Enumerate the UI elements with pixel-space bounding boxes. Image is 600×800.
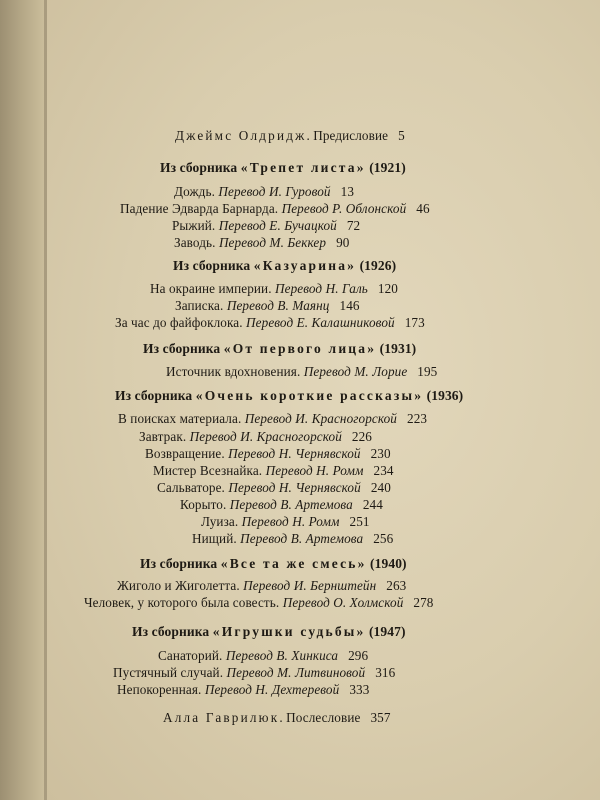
toc-entry — [150, 281, 398, 297]
toc-entry — [113, 665, 395, 681]
entry-title: За час до файфоклока. — [115, 315, 243, 330]
entry-title: Мистер Всезнайка. — [153, 463, 263, 478]
section-prefix: Из сборника — [173, 258, 254, 273]
section-year: (1947) — [368, 624, 406, 639]
entry-page: 146 — [339, 298, 360, 313]
section-year: (1926) — [359, 258, 397, 273]
section-prefix: Из сборника — [143, 341, 224, 356]
section-prefix: Из сборника — [132, 624, 213, 639]
entry-title: В поисках материала. — [118, 411, 242, 426]
section-prefix: Из сборника — [140, 556, 221, 571]
toc-entry — [153, 463, 394, 479]
toc-entry — [84, 595, 434, 611]
entry-title: Дождь. — [174, 184, 215, 199]
entry-translator: Перевод О. Холмской — [282, 595, 404, 610]
entry-page: 240 — [370, 480, 391, 495]
entry-title: Нищий. — [192, 531, 237, 546]
entry-title: Заводь. — [174, 235, 216, 250]
entry-translator: Перевод М. Литвиновой — [226, 665, 366, 680]
toc-entry — [120, 201, 430, 217]
toc-entry — [145, 446, 391, 462]
toc-entry — [157, 480, 391, 496]
entry-title: Возвращение. — [145, 446, 225, 461]
toc-entry — [158, 648, 368, 664]
section-collection-title: «От первого лица» — [223, 341, 377, 356]
entry-title: Источник вдохновения. — [166, 364, 301, 379]
entry-translator: Перевод Н. Галь — [275, 281, 368, 296]
entry-title: Человек, у которого была совесть. — [84, 595, 280, 610]
section-year: (1936) — [426, 388, 464, 403]
entry-translator: Перевод М. Беккер — [218, 235, 327, 250]
intro-title: Предисловие — [313, 128, 389, 143]
entry-page: 46 — [416, 201, 430, 216]
section-collection-title: «Казуарина» — [253, 258, 357, 273]
afterword-page: 357 — [370, 710, 391, 725]
entry-translator: Перевод М. Лорие — [303, 364, 408, 379]
entry-translator: Перевод Р. Облонской — [281, 201, 407, 216]
entry-title: Падение Эдварда Барнарда. — [120, 201, 279, 216]
toc-entry — [174, 235, 349, 251]
toc-entry — [166, 364, 437, 380]
entry-page: 120 — [377, 281, 399, 296]
section-heading — [160, 160, 406, 176]
entry-title: Санаторий. — [158, 648, 223, 663]
entry-translator: Перевод Н. Чернявской — [228, 446, 361, 461]
entry-page: 251 — [349, 514, 370, 529]
entry-translator: Перевод И. Красногорской — [189, 429, 342, 444]
entry-page: 256 — [373, 531, 394, 546]
entry-translator: Перевод И. Гуровой — [218, 184, 331, 199]
toc-entry — [172, 218, 360, 234]
section-heading — [140, 556, 407, 572]
entry-translator: Перевод В. Хинкиса — [225, 648, 339, 663]
toc-entry — [175, 298, 360, 314]
section-collection-title: «Все та же смесь» — [220, 556, 367, 571]
entry-title: Пустячный случай. — [113, 665, 224, 680]
entry-page: 244 — [362, 497, 383, 512]
entry-title: Жиголо и Жиголетта. — [117, 578, 240, 593]
entry-page: 72 — [346, 218, 361, 233]
section-year: (1931) — [379, 341, 417, 356]
entry-page: 316 — [375, 665, 396, 680]
toc-entry — [115, 315, 425, 331]
entry-translator: Перевод Н. Чернявской — [228, 480, 361, 495]
entry-page: 13 — [340, 184, 355, 199]
entry-translator: Перевод Е. Бучацкой — [218, 218, 337, 233]
section-heading — [143, 341, 416, 357]
entry-page: 195 — [417, 364, 438, 379]
entry-translator: Перевод Е. Калашниковой — [246, 315, 395, 330]
entry-translator: Перевод В. Маянц — [226, 298, 330, 313]
afterword-author: Алла Гаврилюк — [163, 710, 280, 725]
entry-title: Записка. — [175, 298, 224, 313]
entry-title: Непокоренная. — [117, 682, 202, 697]
entry-title: Сальваторе. — [157, 480, 225, 495]
entry-title: На окраине империи. — [150, 281, 272, 296]
entry-page: 263 — [386, 578, 407, 593]
toc-entry — [117, 682, 369, 698]
entry-page: 226 — [351, 429, 372, 444]
entry-title: Луиза. — [201, 514, 239, 529]
entry-translator: Перевод И. Бернштейн — [243, 578, 377, 593]
section-prefix: Из сборника — [160, 160, 241, 175]
entry-translator: Перевод В. Артемова — [229, 497, 353, 512]
section-heading — [115, 388, 463, 404]
section-collection-title: «Игрушки судьбы» — [212, 624, 366, 639]
entry-title: Завтрак. — [139, 429, 187, 444]
toc-entry — [139, 429, 372, 445]
entry-title: Рыжий. — [172, 218, 216, 233]
section-prefix: Из сборника — [115, 388, 196, 403]
entry-page: 173 — [404, 315, 425, 330]
intro-page: 5 — [398, 128, 405, 143]
section-collection-title: «Трепет листа» — [240, 160, 366, 175]
toc-entry — [201, 514, 370, 530]
entry-title: Корыто. — [180, 497, 227, 512]
intro-line: Джеймс Олдридж. Предисловие 5 — [175, 128, 405, 143]
entry-page: 296 — [348, 648, 369, 663]
section-year: (1921) — [369, 160, 406, 175]
intro-author: Джеймс Олдридж — [175, 128, 307, 143]
entry-page: 223 — [407, 411, 428, 426]
afterword-title: Послесловие — [286, 710, 361, 725]
entry-translator: Перевод В. Артемова — [240, 531, 364, 546]
entry-page: 333 — [349, 682, 370, 697]
entry-translator: Перевод Н. Ромм — [241, 514, 340, 529]
entry-translator: Перевод И. Красногорской — [244, 411, 398, 426]
section-heading — [173, 258, 396, 274]
section-heading — [132, 624, 406, 640]
toc-entry — [192, 531, 393, 547]
entry-page: 234 — [373, 463, 394, 478]
entry-page: 230 — [370, 446, 391, 461]
afterword-line: Алла Гаврилюк. Послесловие 357 — [163, 710, 391, 725]
toc-entry — [174, 184, 354, 200]
entry-translator: Перевод Н. Дехтеревой — [204, 682, 340, 697]
toc-entry — [118, 411, 427, 427]
section-year: (1940) — [370, 556, 407, 571]
entry-page: 90 — [336, 235, 350, 250]
entry-page: 278 — [413, 595, 434, 610]
toc-entry — [117, 578, 406, 594]
toc-entry — [180, 497, 383, 513]
section-collection-title: «Очень короткие рассказы» — [195, 388, 424, 403]
entry-translator: Перевод Н. Ромм — [265, 463, 364, 478]
